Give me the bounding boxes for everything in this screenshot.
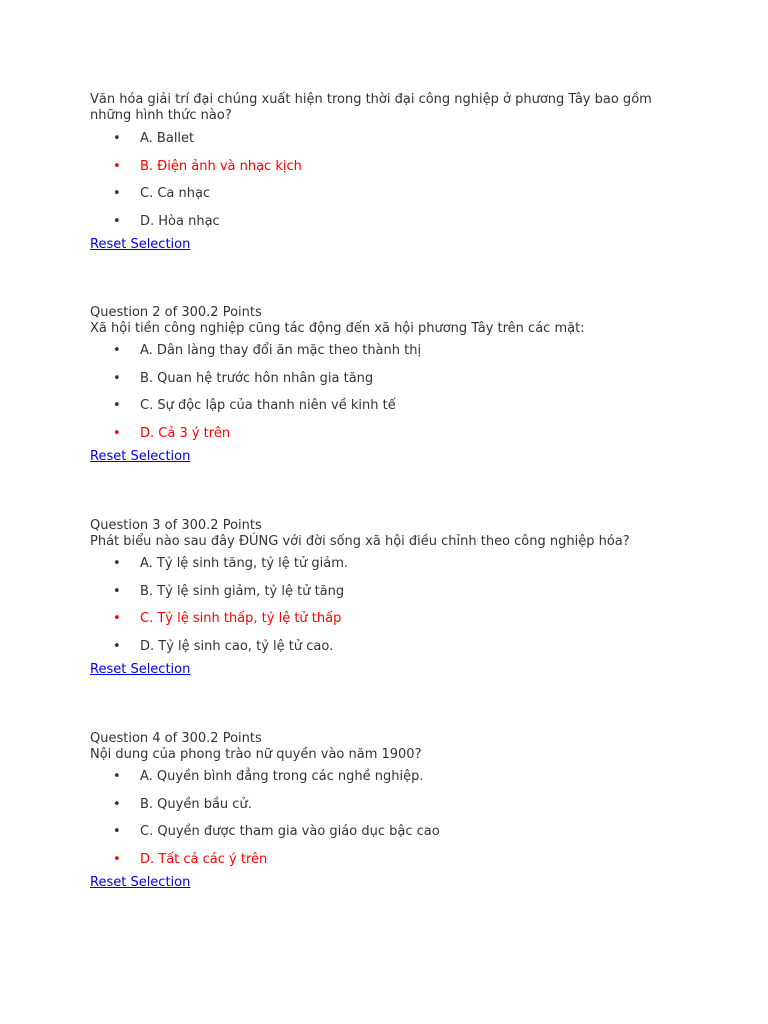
option-a[interactable]	[90, 550, 690, 578]
question-1	[90, 92, 690, 255]
option-label: D. Cả 3 ý trên	[140, 425, 231, 441]
bullet-icon: •	[113, 370, 121, 386]
option-label: C. Tỷ lệ sinh thấp, tỷ lệ tử thấp	[140, 611, 342, 626]
option-label: B. Quyền bầu cử.	[140, 796, 252, 812]
option-b[interactable]	[90, 791, 690, 819]
question-header: Question 3 of 300.2 Points	[90, 518, 262, 533]
question-header: Question 2 of 300.2 Points	[90, 305, 262, 320]
option-d[interactable]	[90, 208, 690, 236]
bullet-icon: •	[113, 398, 121, 413]
question-text: Nội dung của phong trào nữ quyền vào năm 1900?	[90, 747, 422, 762]
option-a[interactable]	[90, 337, 690, 365]
option-label: D. Tỷ lệ sinh cao, tỷ lệ tử cao.	[140, 638, 334, 654]
option-label: A. Quyền bình đẳng trong các nghề nghiệp.	[140, 769, 424, 784]
option-label: D. Hòa nhạc	[140, 213, 220, 229]
reset-selection-link[interactable]: Reset Selection	[90, 875, 191, 890]
bullet-icon: •	[113, 796, 121, 812]
option-label: C. Sự độc lập của thanh niên về kinh tế	[140, 398, 396, 413]
option-b[interactable]	[90, 153, 690, 181]
option-list	[90, 337, 690, 447]
reset-selection-link[interactable]: Reset Selection	[90, 237, 191, 252]
bullet-icon: •	[113, 425, 121, 441]
bullet-icon: •	[113, 611, 121, 626]
bullet-icon: •	[113, 556, 121, 571]
option-label: C. Quyền được tham gia vào giáo dục bậc cao	[140, 824, 440, 839]
option-a[interactable]	[90, 125, 690, 153]
option-d[interactable]	[90, 633, 690, 661]
option-label: B. Quan hệ trước hôn nhân gia tăng	[140, 370, 374, 386]
option-d[interactable]	[90, 846, 690, 874]
option-label: B. Tỷ lệ sinh giảm, tỷ lệ tử tăng	[140, 583, 345, 599]
option-label: C. Ca nhạc	[140, 186, 211, 201]
bullet-icon: •	[113, 769, 121, 784]
option-label: D. Tất cả các ý trên	[140, 851, 268, 867]
option-c[interactable]	[90, 392, 690, 420]
bullet-icon: •	[113, 213, 121, 229]
option-label: A. Ballet	[140, 131, 195, 146]
question-3	[90, 518, 690, 680]
option-label: A. Tỷ lệ sinh tăng, tỷ lệ tử giảm.	[140, 556, 349, 571]
option-list	[90, 763, 690, 873]
option-list	[90, 125, 690, 235]
reset-selection-link[interactable]: Reset Selection	[90, 449, 191, 464]
option-label: B. Điện ảnh và nhạc kịch	[140, 158, 302, 174]
reset-selection-link[interactable]: Reset Selection	[90, 662, 191, 677]
option-b[interactable]	[90, 365, 690, 393]
bullet-icon: •	[113, 638, 121, 654]
question-header: Question 4 of 300.2 Points	[90, 731, 262, 746]
option-d[interactable]	[90, 420, 690, 448]
bullet-icon: •	[113, 851, 121, 867]
question-text: Văn hóa giải trí đại chúng xuất hiện trong thời đại công nghiệp ở phương Tây bao gồm những hình thức nào?	[90, 92, 652, 123]
option-c[interactable]	[90, 180, 690, 208]
option-b[interactable]	[90, 578, 690, 606]
option-a[interactable]	[90, 763, 690, 791]
option-c[interactable]	[90, 605, 690, 633]
bullet-icon: •	[113, 583, 121, 599]
question-text: Xã hội tiền công nghiệp cũng tác động đến xã hội phương Tây trên các mặt:	[90, 321, 585, 336]
option-list	[90, 550, 690, 660]
bullet-icon: •	[113, 824, 121, 839]
bullet-icon: •	[113, 186, 121, 201]
bullet-icon: •	[113, 343, 121, 358]
bullet-icon: •	[113, 158, 121, 174]
question-4	[90, 731, 690, 893]
question-2	[90, 305, 690, 467]
question-text: Phát biểu nào sau đây ĐÚNG với đời sống xã hội điều chỉnh theo công nghiệp hóa?	[90, 534, 630, 549]
option-c[interactable]	[90, 818, 690, 846]
bullet-icon: •	[113, 131, 121, 146]
option-label: A. Dân làng thay đổi ăn mặc theo thành thị	[140, 343, 422, 358]
